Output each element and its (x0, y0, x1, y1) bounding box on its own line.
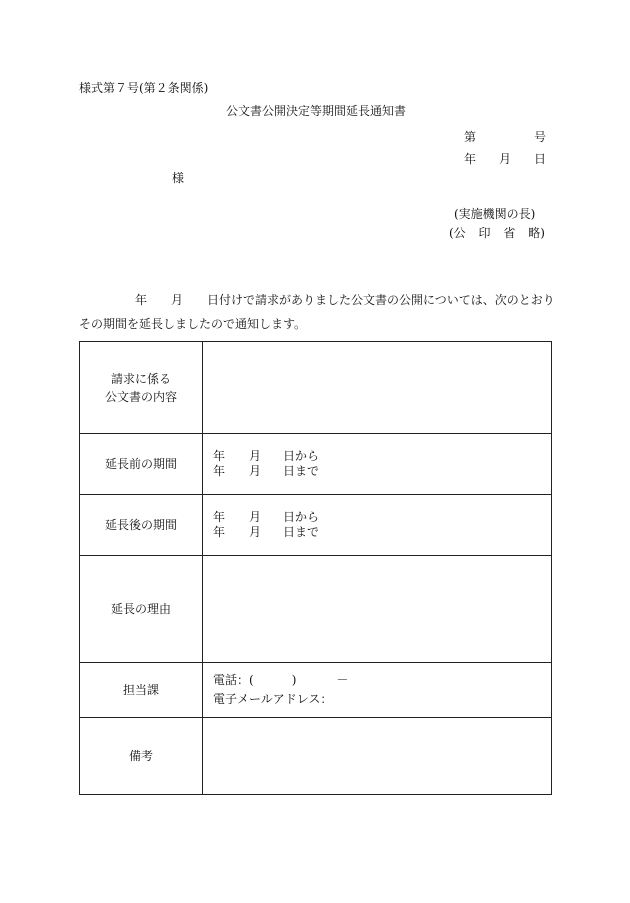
number-prefix: 第 (464, 130, 477, 144)
phone-dash: － (336, 673, 349, 687)
body-text-line-2: その期間を延長しましたので通知します。 (79, 317, 307, 331)
body-year: 年 (135, 293, 148, 307)
label-request-content (80, 342, 203, 434)
period-after-from (213, 510, 551, 525)
table-row-request-content (80, 342, 552, 434)
issuer-name: (実施機関の長) (454, 207, 536, 221)
value-period-before (203, 434, 552, 495)
table-row-extension-reason (80, 556, 552, 663)
date-month: 月 (498, 152, 511, 166)
period-month: 月 (249, 510, 262, 524)
seal-note-part-2: 印 (478, 226, 491, 240)
form-number-label: 様式第７号(第２条関係) (79, 81, 209, 95)
document-date-line (464, 151, 546, 167)
period-to-label: 日まで (283, 525, 320, 539)
label-department: 担当課 (80, 663, 203, 718)
document-number-line (464, 129, 546, 145)
phone-line (213, 671, 551, 690)
label-remarks: 備考 (80, 718, 203, 795)
period-year: 年 (213, 525, 226, 539)
email-line: 電子メールアドレス： (213, 692, 333, 706)
date-day: 日 (533, 152, 546, 166)
date-year: 年 (464, 152, 477, 166)
seal-note-part-3: 省 (503, 226, 516, 240)
seal-note-part-4: 略) (528, 226, 545, 240)
value-period-after (203, 495, 552, 556)
period-year: 年 (213, 510, 226, 524)
period-from-label: 日から (283, 449, 320, 463)
period-month: 月 (249, 464, 262, 478)
label-request-content-line-2: 公文書の内容 (104, 389, 177, 404)
period-month: 月 (249, 449, 262, 463)
seal-note-part-1: (公 (449, 226, 466, 240)
phone-label: 電話：( (213, 673, 254, 687)
period-before-to (213, 464, 551, 479)
body-month: 月 (171, 293, 184, 307)
label-period-after: 延長後の期間 (80, 495, 203, 556)
phone-paren-close: ) (291, 673, 297, 687)
label-period-before: 延長前の期間 (80, 434, 203, 495)
period-month: 月 (249, 525, 262, 539)
number-suffix: 号 (533, 130, 546, 144)
period-from-label: 日から (283, 510, 320, 524)
seal-omitted-note (449, 225, 545, 241)
body-text-line-1 (79, 292, 555, 308)
period-year: 年 (213, 449, 226, 463)
table-row-department (80, 663, 552, 718)
document-title: 公文書公開決定等期間延長通知書 (226, 104, 407, 118)
period-to-label: 日まで (283, 464, 320, 478)
notice-details-table (79, 341, 552, 795)
label-extension-reason: 延長の理由 (80, 556, 203, 663)
addressee-honorific: 様 (172, 171, 185, 185)
value-request-content (203, 342, 552, 434)
value-extension-reason (203, 556, 552, 663)
table-row-remarks (80, 718, 552, 795)
body-line1-rest: 日付けで請求がありました公文書の公開については、次のとおり (207, 293, 555, 307)
period-year: 年 (213, 464, 226, 478)
label-request-content-line-1: 請求に係る (110, 371, 171, 386)
table-row-period-before (80, 434, 552, 495)
value-department-contact (203, 663, 552, 718)
table-row-period-after (80, 495, 552, 556)
value-remarks (203, 718, 552, 795)
period-before-from (213, 449, 551, 464)
period-after-to (213, 525, 551, 540)
